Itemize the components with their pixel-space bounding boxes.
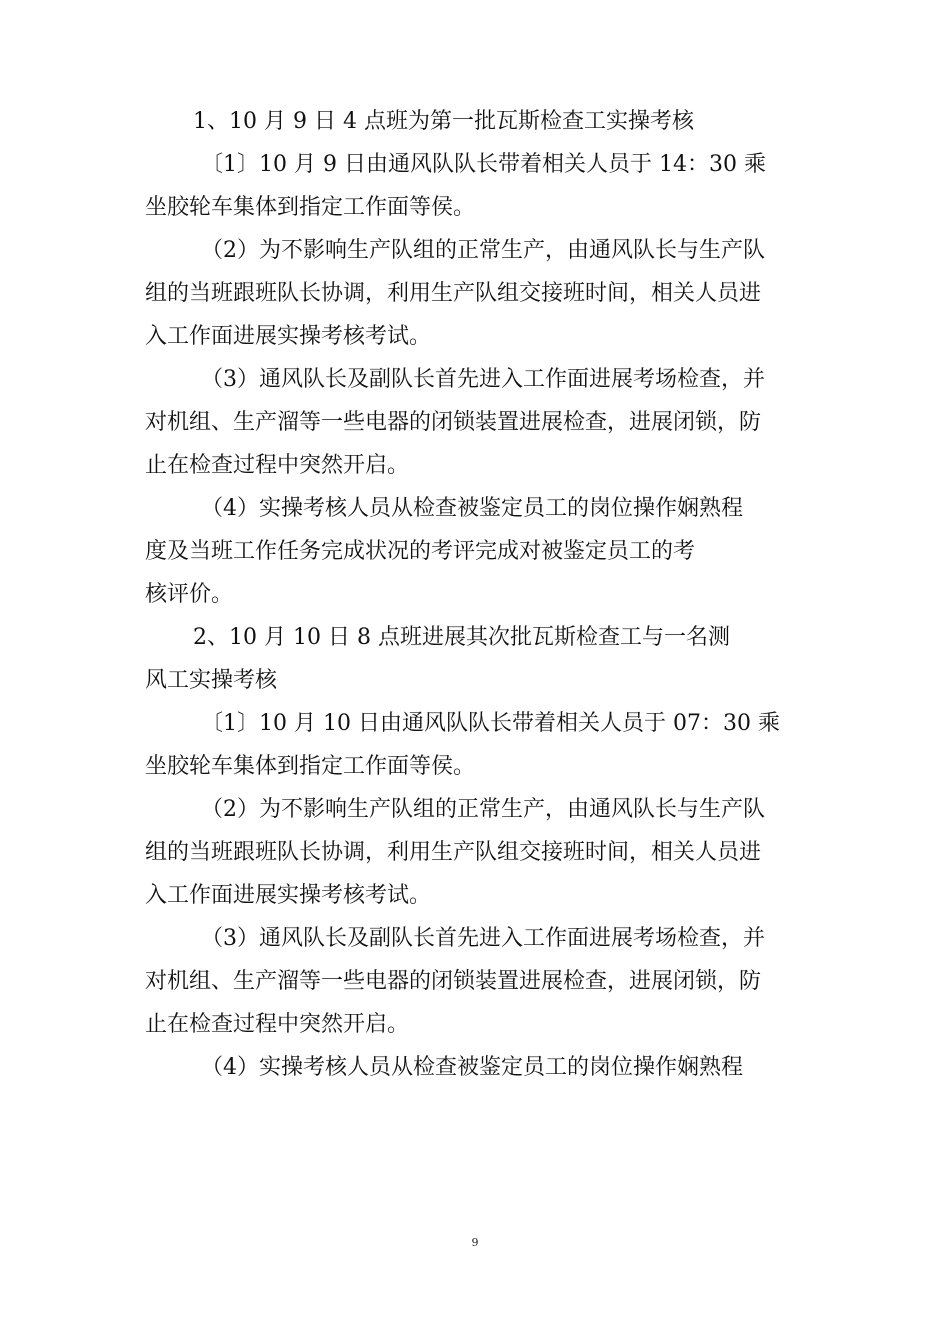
paragraph-line: 对机组、生产溜等一些电器的闭锁装置进展检查，进展闭锁，防 — [145, 410, 762, 435]
paragraph-line: 度及当班工作任务完成状况的考评完成对被鉴定员工的考 — [145, 539, 696, 564]
paragraph-line: （3）通风队长及副队长首先进入工作面进展考场检查，并 — [201, 367, 765, 392]
paragraph-line: 止在检查过程中突然开启。 — [145, 453, 410, 478]
paragraph-line: （4）实操考核人员从检查被鉴定员工的岗位操作娴熟程 — [201, 1055, 743, 1080]
paragraph-line: 坐胶轮车集体到指定工作面等侯。 — [145, 754, 476, 779]
paragraph-line: 〔1〕10 月 10 日由通风队队长带着相关人员于 07：30 乘 — [201, 711, 780, 736]
paragraph-line: 入工作面进展实操考核考试。 — [145, 883, 432, 908]
paragraph-line: 组的当班跟班队长协调，利用生产队组交接班时间，相关人员进 — [145, 840, 762, 865]
paragraph-line: （2）为不影响生产队组的正常生产，由通风队长与生产队 — [201, 797, 765, 822]
paragraph-line: 坐胶轮车集体到指定工作面等侯。 — [145, 195, 476, 220]
body-text — [145, 100, 825, 1089]
paragraph-line: （2）为不影响生产队组的正常生产，由通风队长与生产队 — [201, 238, 765, 263]
paragraph-line: 对机组、生产溜等一些电器的闭锁装置进展检查，进展闭锁，防 — [145, 969, 762, 994]
paragraph-line: 核评价。 — [145, 582, 234, 607]
page-number: 9 — [471, 1236, 479, 1249]
paragraph-line: 风工实操考核 — [145, 668, 278, 693]
paragraph-line: 〔1〕10 月 9 日由通风队队长带着相关人员于 14：30 乘 — [201, 152, 766, 177]
paragraph-line: （3）通风队长及副队长首先进入工作面进展考场检查，并 — [201, 926, 765, 951]
paragraph-line: 组的当班跟班队长协调，利用生产队组交接班时间，相关人员进 — [145, 281, 762, 306]
heading-batch-1: 1、10 月 9 日 4 点班为第一批瓦斯检查工实操考核 — [193, 109, 694, 134]
paragraph-line: 入工作面进展实操考核考试。 — [145, 324, 432, 349]
paragraph-line: （4）实操考核人员从检查被鉴定员工的岗位操作娴熟程 — [201, 496, 743, 521]
paragraph-line: 止在检查过程中突然开启。 — [145, 1012, 410, 1037]
heading-batch-2: 2、10 月 10 日 8 点班进展其次批瓦斯检查工与一名测 — [193, 625, 730, 650]
